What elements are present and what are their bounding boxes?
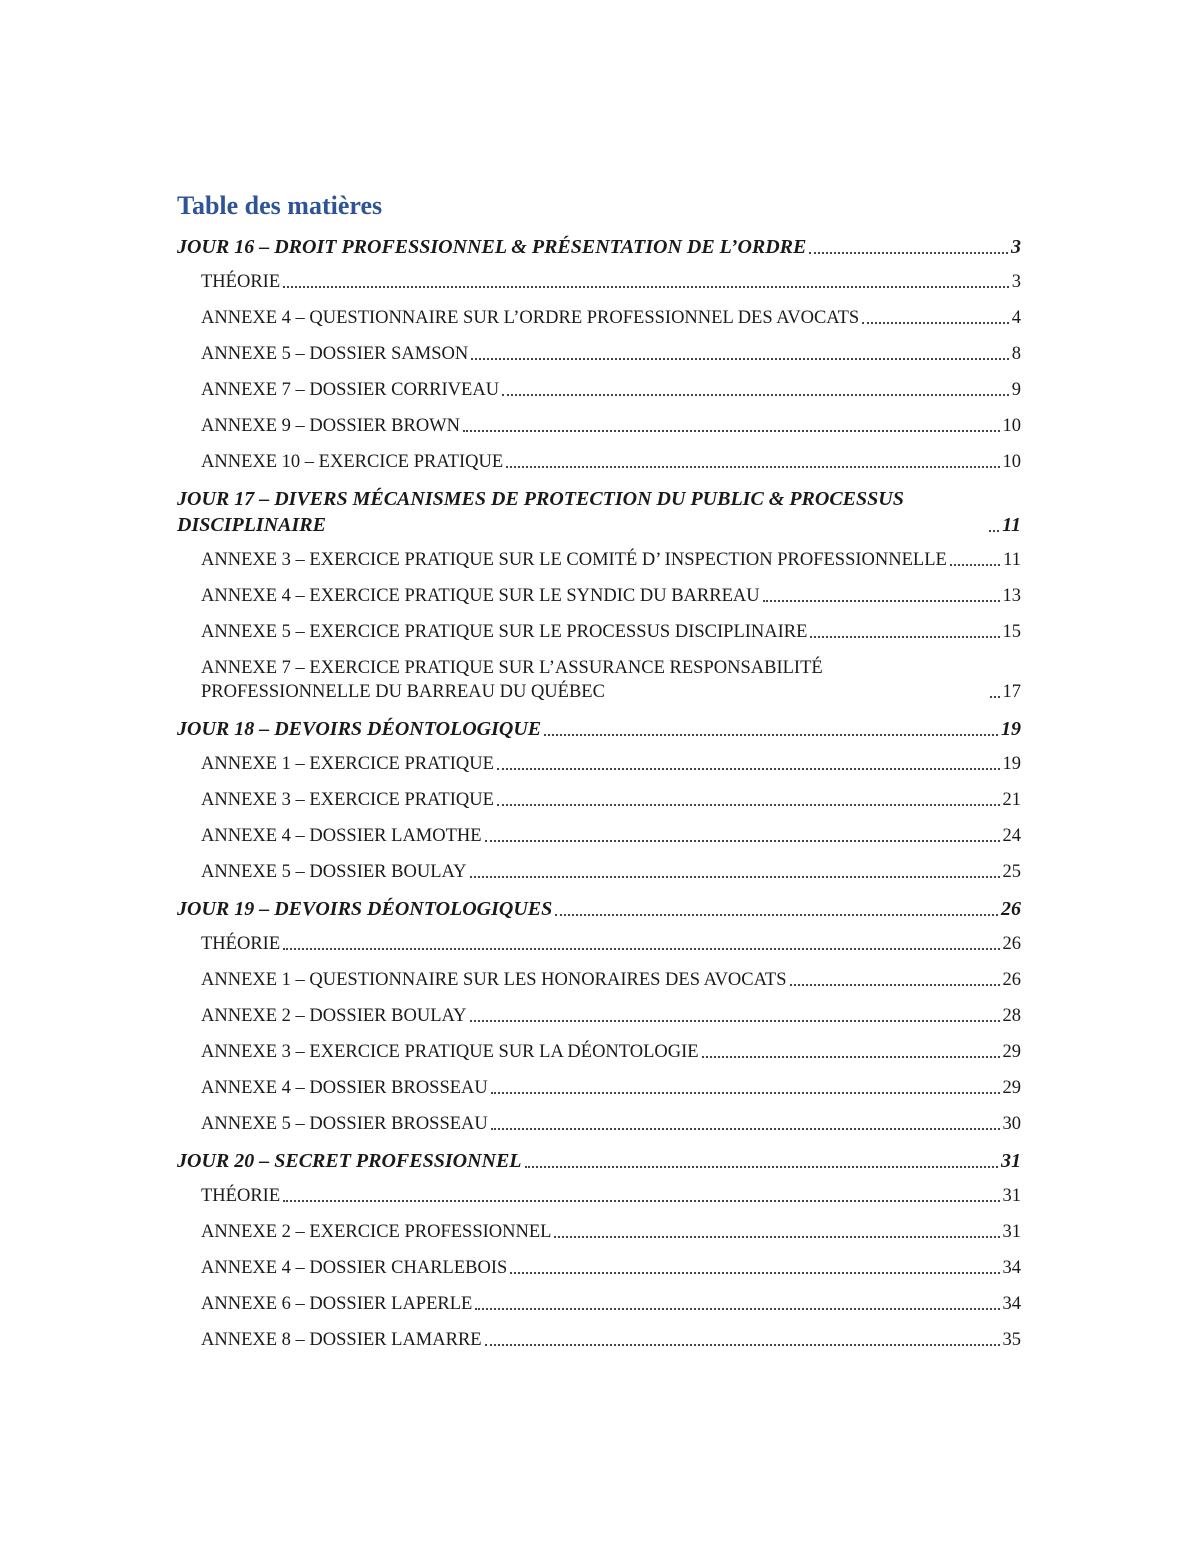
toc-entry-label: ANNEXE 2 – DOSSIER BOULAY [201,1006,467,1026]
toc-dot-leader [990,696,1000,698]
toc-heading-entry[interactable] [177,1148,1021,1174]
toc-subentry[interactable] [177,788,1021,812]
toc-subentry[interactable] [177,620,1021,644]
toc-subentry[interactable] [177,1040,1021,1064]
toc-dot-leader [471,358,1009,360]
toc-page-number: 29 [1002,1078,1021,1098]
toc-entry-label: ANNEXE 5 – DOSSIER SAMSON [201,344,469,364]
toc-entry-label: ANNEXE 3 – EXERCICE PRATIQUE [201,790,494,810]
toc-page-number: 31 [1002,1186,1021,1206]
toc-dot-leader [510,1272,999,1274]
toc-entry-label: ANNEXE 1 – EXERCICE PRATIQUE [201,754,494,774]
toc-entries-list [177,234,1021,1352]
toc-page-number: 19 [1002,754,1021,774]
toc-subentry[interactable] [177,1076,1021,1100]
toc-page-number: 34 [1002,1258,1021,1278]
toc-entry-label: ANNEXE 4 – DOSSIER LAMOTHE [201,826,482,846]
toc-subentry[interactable] [177,968,1021,992]
toc-page-number: 31 [1002,1222,1021,1242]
toc-dot-leader [555,914,998,916]
toc-subentry[interactable] [177,932,1021,956]
toc-dot-leader [809,252,1008,254]
toc-dot-leader [485,840,1000,842]
toc-dot-leader [491,1128,1000,1130]
toc-page-number: 29 [1002,1042,1021,1062]
toc-dot-leader [485,1344,1000,1346]
toc-entry-label: JOUR 19 – DEVOIRS DÉONTOLOGIQUES [177,898,553,920]
table-of-contents [177,188,1021,1364]
toc-subentry[interactable] [177,548,1021,572]
toc-subentry[interactable] [177,1328,1021,1352]
toc-page-number: 17 [1002,682,1021,702]
toc-subentry[interactable] [177,342,1021,366]
toc-page-number: 15 [1002,622,1021,642]
toc-entry-label: THÉORIE [201,1186,281,1206]
toc-dot-leader [502,394,1009,396]
toc-entry-label: ANNEXE 4 – DOSSIER CHARLEBOIS [201,1258,508,1278]
toc-subentry[interactable] [177,378,1021,402]
toc-entry-label: ANNEXE 3 – EXERCICE PRATIQUE SUR LA DÉONTOLOGIE [201,1042,699,1062]
toc-page-number: 25 [1002,862,1021,882]
toc-dot-leader [950,564,1000,566]
toc-subentry[interactable] [177,1184,1021,1208]
toc-heading-entry[interactable] [177,234,1021,260]
toc-entry-label: JOUR 18 – DEVOIRS DÉONTOLOGIQUE [177,718,542,740]
toc-page-number: 3 [1011,272,1021,292]
toc-dot-leader [790,984,1000,986]
toc-dot-leader [475,1308,999,1310]
toc-subentry[interactable] [177,306,1021,330]
toc-subentry[interactable] [177,1256,1021,1280]
toc-entry-label: ANNEXE 4 – QUESTIONNAIRE SUR L’ORDRE PROFESSIONNEL DES AVOCATS [201,308,860,328]
toc-entry-label: ANNEXE 8 – DOSSIER LAMARRE [201,1330,482,1350]
toc-entry-label: ANNEXE 10 – EXERCICE PRATIQUE [201,452,504,472]
toc-heading-entry[interactable] [177,486,1021,538]
toc-page-number: 19 [1001,718,1021,740]
toc-dot-leader [544,734,998,736]
toc-entry-label: ANNEXE 3 – EXERCICE PRATIQUE SUR LE COMITÉ D’ INSPECTION PROFESSIONNELLE [201,550,947,570]
toc-dot-leader [810,636,999,638]
toc-entry-label: ANNEXE 5 – EXERCICE PRATIQUE SUR LE PROCESSUS DISCIPLINAIRE [201,622,808,642]
toc-dot-leader [491,1092,1000,1094]
toc-page-number: 24 [1002,826,1021,846]
toc-entry-label: JOUR 16 – DROIT PROFESSIONNEL & PRÉSENTATION DE L’ORDRE [177,236,807,258]
toc-dot-leader [763,600,1000,602]
toc-page-number: 35 [1002,1330,1021,1350]
toc-page-number: 9 [1011,380,1021,400]
toc-entry-label: ANNEXE 4 – EXERCICE PRATIQUE SUR LE SYNDIC DU BARREAU [201,586,760,606]
toc-dot-leader [506,466,999,468]
toc-page-number: 34 [1002,1294,1021,1314]
toc-subentry[interactable] [177,860,1021,884]
toc-page-number: 21 [1002,790,1021,810]
toc-dot-leader [525,1166,998,1168]
toc-heading-entry[interactable] [177,896,1021,922]
toc-dot-leader [283,1200,999,1202]
toc-page-number: 26 [1002,934,1021,954]
toc-page-number: 11 [1003,550,1021,570]
toc-page-number: 11 [1002,514,1021,536]
toc-dot-leader [862,322,1009,324]
toc-page-number: 10 [1002,452,1021,472]
toc-entry-label: JOUR 17 – DIVERS MÉCANISMES DE PROTECTION DU PUBLIC & PROCESSUS DISCIPLINAIRE [177,488,904,536]
toc-subentry[interactable] [177,450,1021,474]
toc-page-number: 26 [1002,970,1021,990]
toc-dot-leader [989,530,999,532]
toc-entry-label: ANNEXE 7 – EXERCICE PRATIQUE SUR L’ASSURANCE RESPONSABILITÉ PROFESSIONNELLE DU BARREAU DU QUÉBEC [201,658,823,702]
toc-subentry[interactable] [177,1292,1021,1316]
toc-entry-label: ANNEXE 1 – QUESTIONNAIRE SUR LES HONORAIRES DES AVOCATS [201,970,787,990]
toc-entry-label: ANNEXE 2 – EXERCICE PROFESSIONNEL [201,1222,552,1242]
toc-entry-label: ANNEXE 5 – DOSSIER BROSSEAU [201,1114,488,1134]
toc-dot-leader [283,948,999,950]
toc-page-number: 30 [1002,1114,1021,1134]
toc-page-number: 13 [1002,586,1021,606]
toc-entry-label: THÉORIE [201,272,281,292]
toc-dot-leader [702,1056,1000,1058]
toc-subentry[interactable] [177,414,1021,438]
toc-dot-leader [283,286,1009,288]
toc-dot-leader [470,876,1000,878]
toc-page-number: 4 [1011,308,1021,328]
toc-page-number: 31 [1001,1150,1021,1172]
toc-entry-label: ANNEXE 5 – DOSSIER BOULAY [201,862,467,882]
toc-subentry[interactable] [177,1112,1021,1136]
toc-entry-label: ANNEXE 9 – DOSSIER BROWN [201,416,460,436]
toc-subentry[interactable] [177,824,1021,848]
toc-dot-leader [497,768,1000,770]
toc-entry-label: ANNEXE 6 – DOSSIER LAPERLE [201,1294,473,1314]
toc-dot-leader [497,804,1000,806]
toc-subentry[interactable] [177,1220,1021,1244]
toc-dot-leader [470,1020,1000,1022]
toc-entry-label: ANNEXE 4 – DOSSIER BROSSEAU [201,1078,488,1098]
toc-page-number: 10 [1002,416,1021,436]
toc-heading-entry[interactable] [177,716,1021,742]
toc-entry-label: ANNEXE 7 – DOSSIER CORRIVEAU [201,380,500,400]
toc-title: Table des matières [177,191,383,220]
toc-entry-label: JOUR 20 – SECRET PROFESSIONNEL [177,1150,522,1172]
toc-page-number: 8 [1011,344,1021,364]
toc-subentry[interactable] [177,752,1021,776]
toc-subentry[interactable] [177,1004,1021,1028]
toc-subentry[interactable] [177,270,1021,294]
toc-dot-leader [463,430,1000,432]
toc-page-number: 3 [1011,236,1021,258]
toc-page-number: 26 [1001,898,1021,920]
toc-subentry[interactable] [177,584,1021,608]
toc-subentry[interactable] [177,656,1021,704]
toc-dot-leader [554,1236,999,1238]
toc-page-number: 28 [1002,1006,1021,1026]
toc-entry-label: THÉORIE [201,934,281,954]
